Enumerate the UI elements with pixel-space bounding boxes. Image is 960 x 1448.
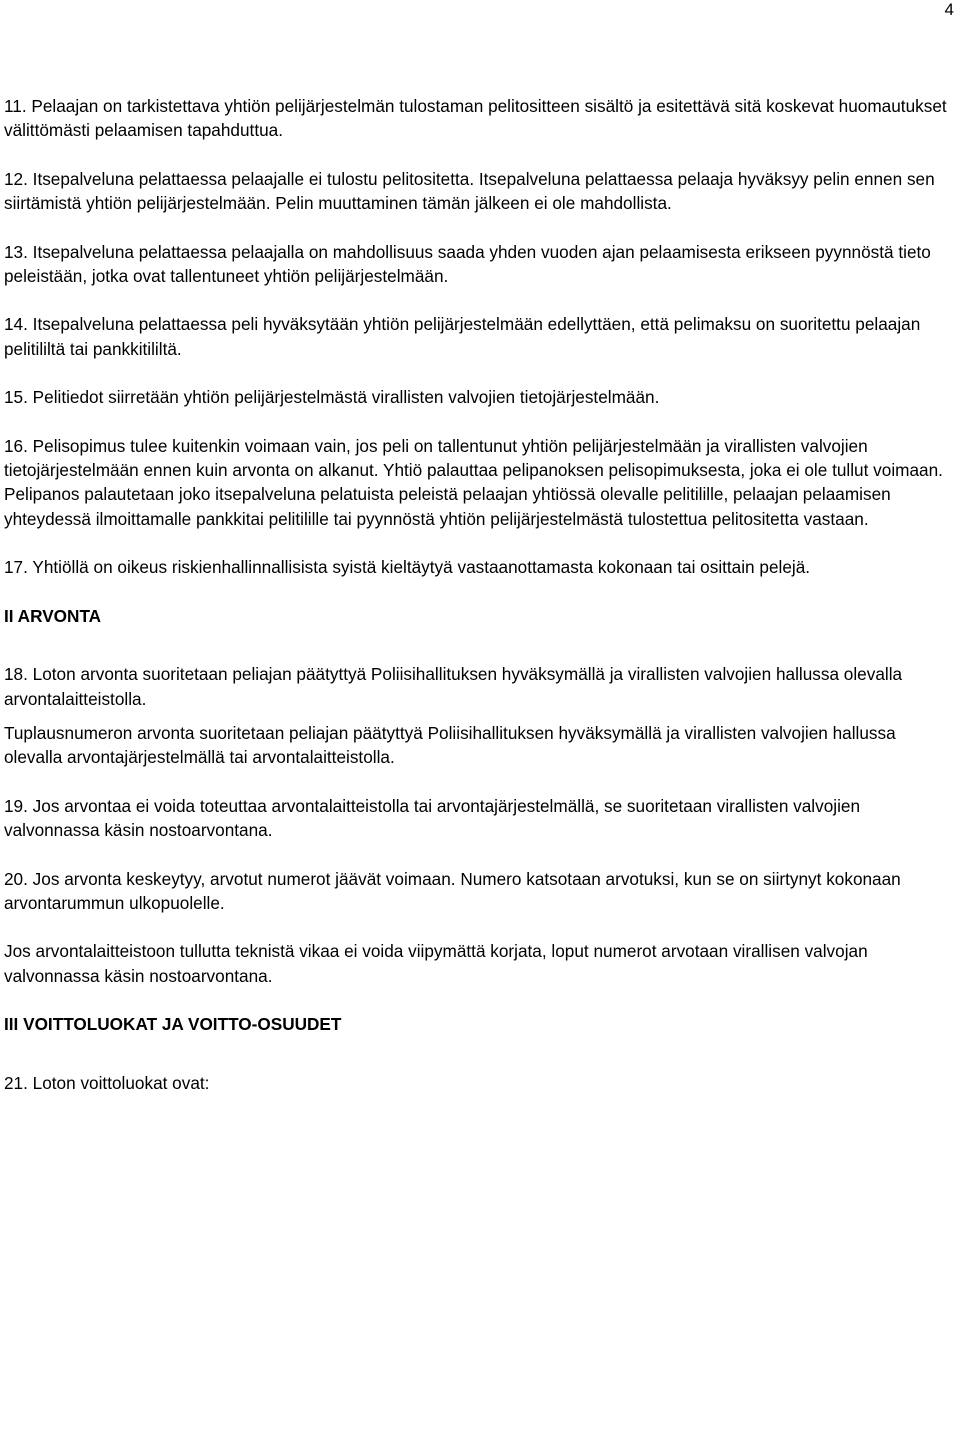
paragraph-17: 17. Yhtiöllä on oikeus riskienhallinnallisista syistä kieltäytyä vastaanottamasta kokonaan tai osittain pelejä. [4, 557, 811, 578]
paragraph-18: 18. Loton arvonta suoritetaan peliajan päätyttyä Poliisihallituksen hyväksymällä ja virallisten valvojien hallussa olevalla arvontalaitteistolla. [4, 664, 903, 709]
paragraph-21: 21. Loton voittoluokat ovat: [4, 1072, 210, 1093]
paragraph-19: 19. Jos arvontaa ei voida toteuttaa arvontalaitteistolla tai arvontajärjestelmällä, se suoritetaan virallisten valvojien valvonnassa käsin nostoarvontana. [4, 795, 861, 841]
paragraph-13: 13. Itsepalveluna pelattaessa pelaajalla on mahdollisuus saada yhden vuoden ajan pelaamisesta erikseen pyynnöstä tieto peleistään, jotka ovat tallentuneet yhtiön pelijärjestelmään. [4, 241, 931, 287]
section-heading-arvonta: II ARVONTA [4, 605, 102, 626]
section-heading-voittoluokat: III VOITTOLUOKAT JA VOITTO-OSUUDET [4, 1014, 342, 1035]
paragraph-14: 14. Itsepalveluna pelattaessa peli hyväksytään yhtiön pelijärjestelmään edellyttäen, että pelimaksu on suoritettu pelaajan pelitililtä tai pankkitililtä. [4, 314, 921, 359]
paragraph-tuplausnumero: Tuplausnumeron arvonta suoritetaan peliajan päätyttyä Poliisihallituksen hyväksymällä ja virallisten valvojien hallussa olevalla arvontajärjestelmällä tai arvontalaitteistolla. [4, 722, 896, 768]
document-body [4, 94, 956, 1119]
paragraph-12: 12. Itsepalveluna pelattaessa pelaajalle ei tulostu pelitositetta. Itsepalveluna pelattaessa pelaaja hyväksyy pelin ennen sen siirtämistä yhtiön pelijärjestelmään. Pelin muuttaminen tämän jälkeen ei ole mahdollista. [4, 168, 935, 214]
page-number: 4 [944, 0, 954, 19]
paragraph-arvontalaitteisto-vika: Jos arvontalaitteistoon tullutta teknistä vikaa ei voida viipymättä korjata, loput numerot arvotaan virallisen valvojan valvonnassa käsin nostoarvontana. [4, 941, 868, 986]
paragraph-15: 15. Pelitiedot siirretään yhtiön pelijärjestelmästä virallisten valvojien tietojärjestelmään. [4, 387, 660, 408]
paragraph-11: 11. Pelaajan on tarkistettava yhtiön pelijärjestelmän tulostaman pelitositteen sisältö ja esitettävä sitä koskevat huomautukset välittömästi pelaamisen tapahduttua. [4, 96, 947, 141]
paragraph-16: 16. Pelisopimus tulee kuitenkin voimaan vain, jos peli on tallentunut yhtiön pelijärjestelmään ja virallisten valvojien tietojärjestelmään ennen kuin arvonta on alkanut. Yhtiö palauttaa pelipanoksen pelisopimuksesta, joka ei ole tullut voimaan. Pelipanos palautetaan joko itsepalveluna pelatuista peleistä pelaajan yhtiössä olevalle pelitilille, pelaajan pelaamisen yhteydessä ilmoittamalle pankkitai pelitilille tai pyynnöstä yhtiön pelijärjestelmästä tulostettua pelitositetta vastaan. [4, 435, 943, 529]
paragraph-20: 20. Jos arvonta keskeytyy, arvotut numerot jäävät voimaan. Numero katsotaan arvotuksi, kun se on siirtynyt kokonaan arvontarummun ulkopuolelle. [4, 868, 901, 913]
